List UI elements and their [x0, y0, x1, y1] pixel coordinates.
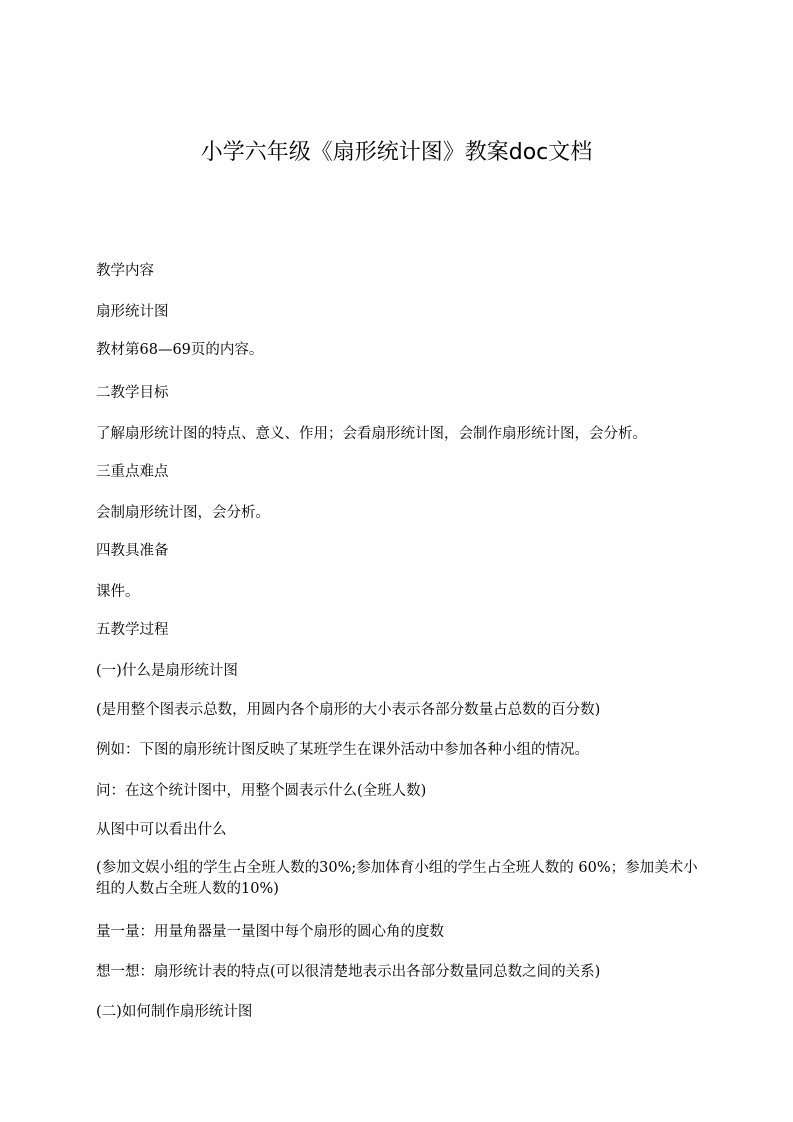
- paragraph-teaching-content-heading: 教学内容: [96, 263, 154, 279]
- paragraph-section-one: (一)什么是扇形统计图: [96, 663, 238, 679]
- paragraph-think: 想一想：扇形统计表的特点(可以很清楚地表示出各部分数量同总数之间的关系): [96, 964, 601, 980]
- paragraph-measure: 量一量：用量角器量一量图中每个扇形的圆心角的度数: [96, 924, 444, 940]
- paragraph-process-heading: 五教学过程: [96, 622, 169, 638]
- paragraph-section-two: (二)如何制作扇形统计图: [96, 1004, 253, 1020]
- paragraph-question: 问：在这个统计图中，用整个圆表示什么(全班人数): [96, 783, 427, 799]
- paragraph-textbook-pages: 教材第68—69页的内容。: [96, 342, 264, 358]
- paragraph-materials-heading: 四教具准备: [96, 543, 169, 559]
- paragraph-answer: (参加文娱小组的学生占全班人数的30%;参加体育小组的学生占全班人数的 60%；参加美术小组的人数占全班人数的10%): [96, 860, 698, 897]
- paragraph-topic: 扇形统计图: [96, 304, 169, 320]
- paragraph-example: 例如：下图的扇形统计图反映了某班学生在课外活动中参加各种小组的情况。: [96, 742, 589, 758]
- paragraph-objectives-heading: 二教学目标: [96, 385, 169, 401]
- document-title: 小学六年级《扇形统计图》教案doc文档: [200, 140, 593, 165]
- paragraph-key-points: 会制扇形统计图，会分析。: [96, 505, 270, 521]
- paragraph-key-points-heading: 三重点难点: [96, 464, 169, 480]
- paragraph-objectives: 了解扇形统计图的特点、意义、作用；会看扇形统计图，会制作扇形统计图，会分析。: [96, 426, 647, 442]
- paragraph-materials: 课件。: [96, 584, 140, 600]
- paragraph-definition: (是用整个图表示总数，用圆内各个扇形的大小表示各部分数量占总数的百分数): [96, 702, 601, 718]
- paragraph-observe: 从图中可以看出什么: [96, 822, 227, 838]
